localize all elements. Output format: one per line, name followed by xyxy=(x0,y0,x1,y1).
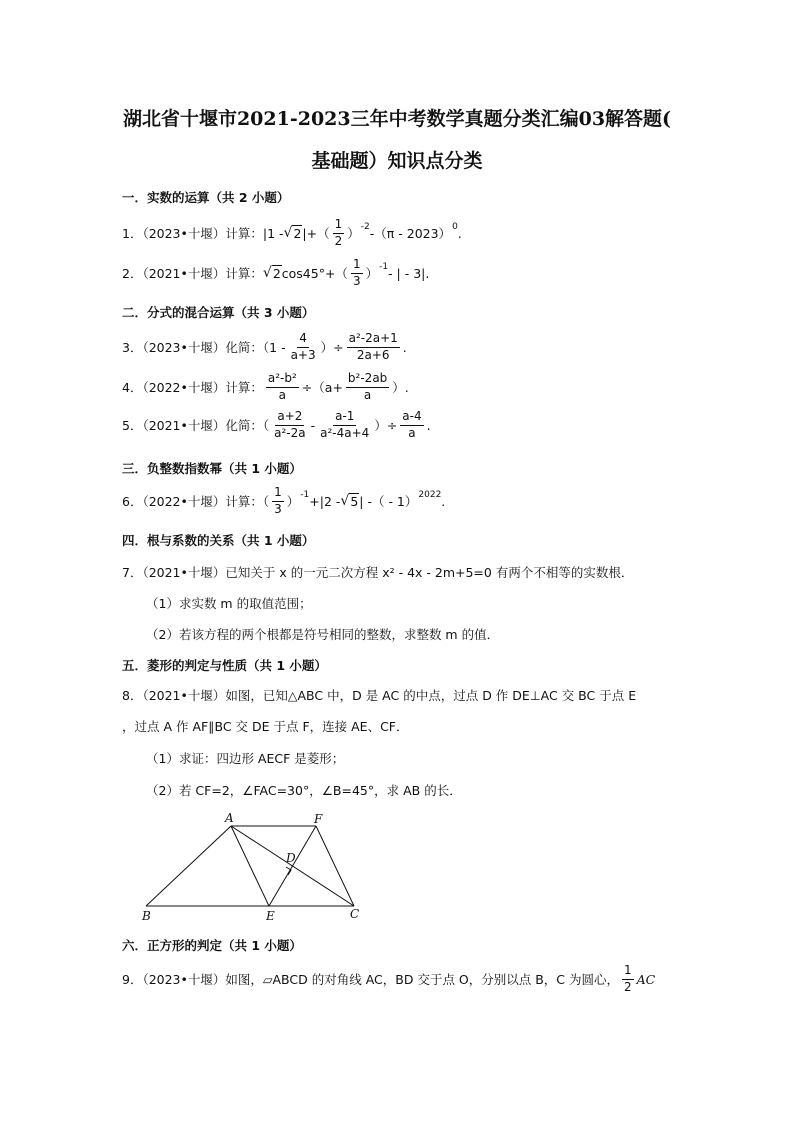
fraction xyxy=(318,410,371,441)
section-heading-rhombus: 五．菱形的判定与性质（共 1 小题） xyxy=(122,658,327,673)
denominator: a xyxy=(408,425,416,440)
numerator: 1 xyxy=(272,486,284,502)
numerator: a+2 xyxy=(275,410,304,426)
problem-1 xyxy=(122,218,462,249)
problem-9 xyxy=(122,964,655,995)
fraction xyxy=(266,372,299,403)
problem-2-text: ） xyxy=(365,266,379,282)
section-heading-negative-exponent: 三．负整数指数幂（共 1 小题） xyxy=(122,461,302,476)
numerator: 4 xyxy=(297,332,309,348)
denominator: a xyxy=(278,387,287,402)
fraction xyxy=(289,332,318,363)
geometry-figure xyxy=(136,810,370,922)
label-F: F xyxy=(314,812,323,826)
problem-7-question-2: （2）若该方程的两个根都是符号相同的整数，求整数 m 的值． xyxy=(146,627,500,642)
denominator: a xyxy=(363,387,372,402)
right-angle-mark xyxy=(286,867,291,875)
problem-2 xyxy=(122,258,429,289)
label-C: C xyxy=(350,907,360,921)
label-A: A xyxy=(225,811,234,825)
radicand: 2 xyxy=(272,266,281,282)
fraction xyxy=(400,410,423,441)
problem-6-text: | -（ - 1） xyxy=(359,494,418,510)
problem-5 xyxy=(122,410,431,441)
problem-5-text: - xyxy=(310,417,316,433)
label-B: B xyxy=(142,909,151,922)
numerator: 1 xyxy=(333,218,345,234)
problem-2-prefix: 2．（2021•十堰）计算： xyxy=(122,266,263,282)
denominator: 3 xyxy=(352,273,361,288)
problem-3 xyxy=(122,332,407,363)
radicand: 2 xyxy=(293,226,302,242)
document-title-line2: 基础题）知识点分类 xyxy=(311,150,483,172)
problem-8-statement-line2: ，过点 A 作 AF∥BC 交 DE 于点 F，连接 AE、CF． xyxy=(122,719,409,734)
problem-7-statement: 7．（2021•十堰）已知关于 x 的一元二次方程 x² - 4x - 2m+5=0 有两个不相等的实数根． xyxy=(122,565,634,580)
section-heading-roots-coefficients: 四．根与系数的关系（共 1 小题） xyxy=(122,533,315,548)
section-heading-square: 六．正方形的判定（共 1 小题） xyxy=(122,938,302,953)
segment-AB xyxy=(146,826,231,906)
numerator: a-1 xyxy=(333,410,356,426)
sqrt-sign: √ 2 xyxy=(262,265,281,282)
numerator: 1 xyxy=(622,964,634,980)
denominator: a+3 xyxy=(290,347,316,362)
numerator: a-4 xyxy=(400,410,423,426)
segment-EF xyxy=(269,826,316,906)
problem-1-prefix: 1．（2023•十堰）计算：|1 - xyxy=(122,226,284,242)
radicand: 5 xyxy=(350,494,359,510)
problem-2-text: cos45°+（ xyxy=(281,266,348,282)
exponent: -2 xyxy=(360,222,370,233)
denominator: a²-4a+4 xyxy=(320,425,370,440)
problem-1-text: . xyxy=(457,225,462,241)
sqrt-sign: √ 5 xyxy=(340,493,359,510)
problem-6-text: +|2 - xyxy=(309,493,341,509)
problem-6-text: ） xyxy=(286,494,300,510)
label-E: E xyxy=(266,909,275,922)
problem-6-text: . xyxy=(441,493,446,509)
denominator: 3 xyxy=(274,501,282,516)
fraction xyxy=(347,332,400,363)
problem-5-text: . xyxy=(426,417,431,433)
problem-4-text: ÷（a+ xyxy=(301,380,343,396)
problem-4-prefix: 4．（2022•十堰）计算： xyxy=(122,380,263,396)
section-heading-fraction-operations: 二．分式的混合运算（共 3 小题） xyxy=(122,305,315,320)
problem-3-prefix: 3．（2023•十堰）化简：（1 - xyxy=(122,340,286,356)
problem-3-text: ）÷ xyxy=(320,340,344,356)
denominator: 2 xyxy=(624,979,632,994)
problem-7-question-1: （1）求实数 m 的取值范围； xyxy=(146,596,312,611)
problem-8-statement-line1: 8．（2021•十堰）如图，已知△ABC 中，D 是 AC 的中点，过点 D 作 DE⊥AC 交 BC 于点 E xyxy=(122,688,637,703)
problem-6-prefix: 6．（2022•十堰）计算：（ xyxy=(122,494,270,510)
problem-5-text: ）÷ xyxy=(374,418,398,434)
numerator: b²-2ab xyxy=(346,372,389,388)
fraction xyxy=(622,964,634,995)
problem-1-text: |+（ xyxy=(302,226,330,242)
numerator: 1 xyxy=(351,258,363,274)
exponent: -1 xyxy=(379,262,389,273)
problem-8-question-1: （1）求证：四边形 AECF 是菱形； xyxy=(146,751,345,766)
numerator: a²-2a+1 xyxy=(347,332,400,348)
fraction xyxy=(351,258,363,289)
problem-1-text: -（π - 2023） xyxy=(369,226,452,242)
fraction xyxy=(272,410,307,441)
fraction xyxy=(272,486,284,517)
problem-9-text: 9．（2023•十堰）如图，▱ABCD 的对角线 AC，BD 交于点 O，分别以点 B，C 为圆心， xyxy=(122,972,620,988)
denominator: 2a+6 xyxy=(356,347,390,362)
numerator: a²-b² xyxy=(266,372,299,388)
exponent: 2022 xyxy=(418,490,442,501)
problem-8-question-2: （2）若 CF=2，∠FAC=30°，∠B=45°，求 AB 的长． xyxy=(146,783,462,798)
problem-3-text: . xyxy=(402,339,407,355)
section-heading-real-number-operations: 一．实数的运算（共 2 小题） xyxy=(122,190,290,205)
problem-1-text: ） xyxy=(347,226,360,242)
problem-2-text: - | - 3|. xyxy=(388,265,430,281)
fraction xyxy=(346,372,389,403)
denominator: a²-2a xyxy=(274,425,306,440)
triangle-rhombus-figure xyxy=(136,810,370,922)
problem-9-tail: AC xyxy=(636,971,656,987)
problem-5-prefix: 5．（2021•十堰）化简：（ xyxy=(122,418,270,434)
problem-6 xyxy=(122,486,445,517)
exponent: -1 xyxy=(300,490,310,501)
sqrt-sign: √ 2 xyxy=(283,225,302,242)
problem-4 xyxy=(122,372,409,403)
problem-4-text: ）. xyxy=(392,380,409,396)
exponent: 0 xyxy=(452,222,458,233)
document-title-line1: 湖北省十堰市2021-2023三年中考数学真题分类汇编03解答题( xyxy=(122,108,672,130)
denominator: 2 xyxy=(334,233,343,248)
fraction xyxy=(333,218,345,249)
label-D: D xyxy=(286,851,296,865)
